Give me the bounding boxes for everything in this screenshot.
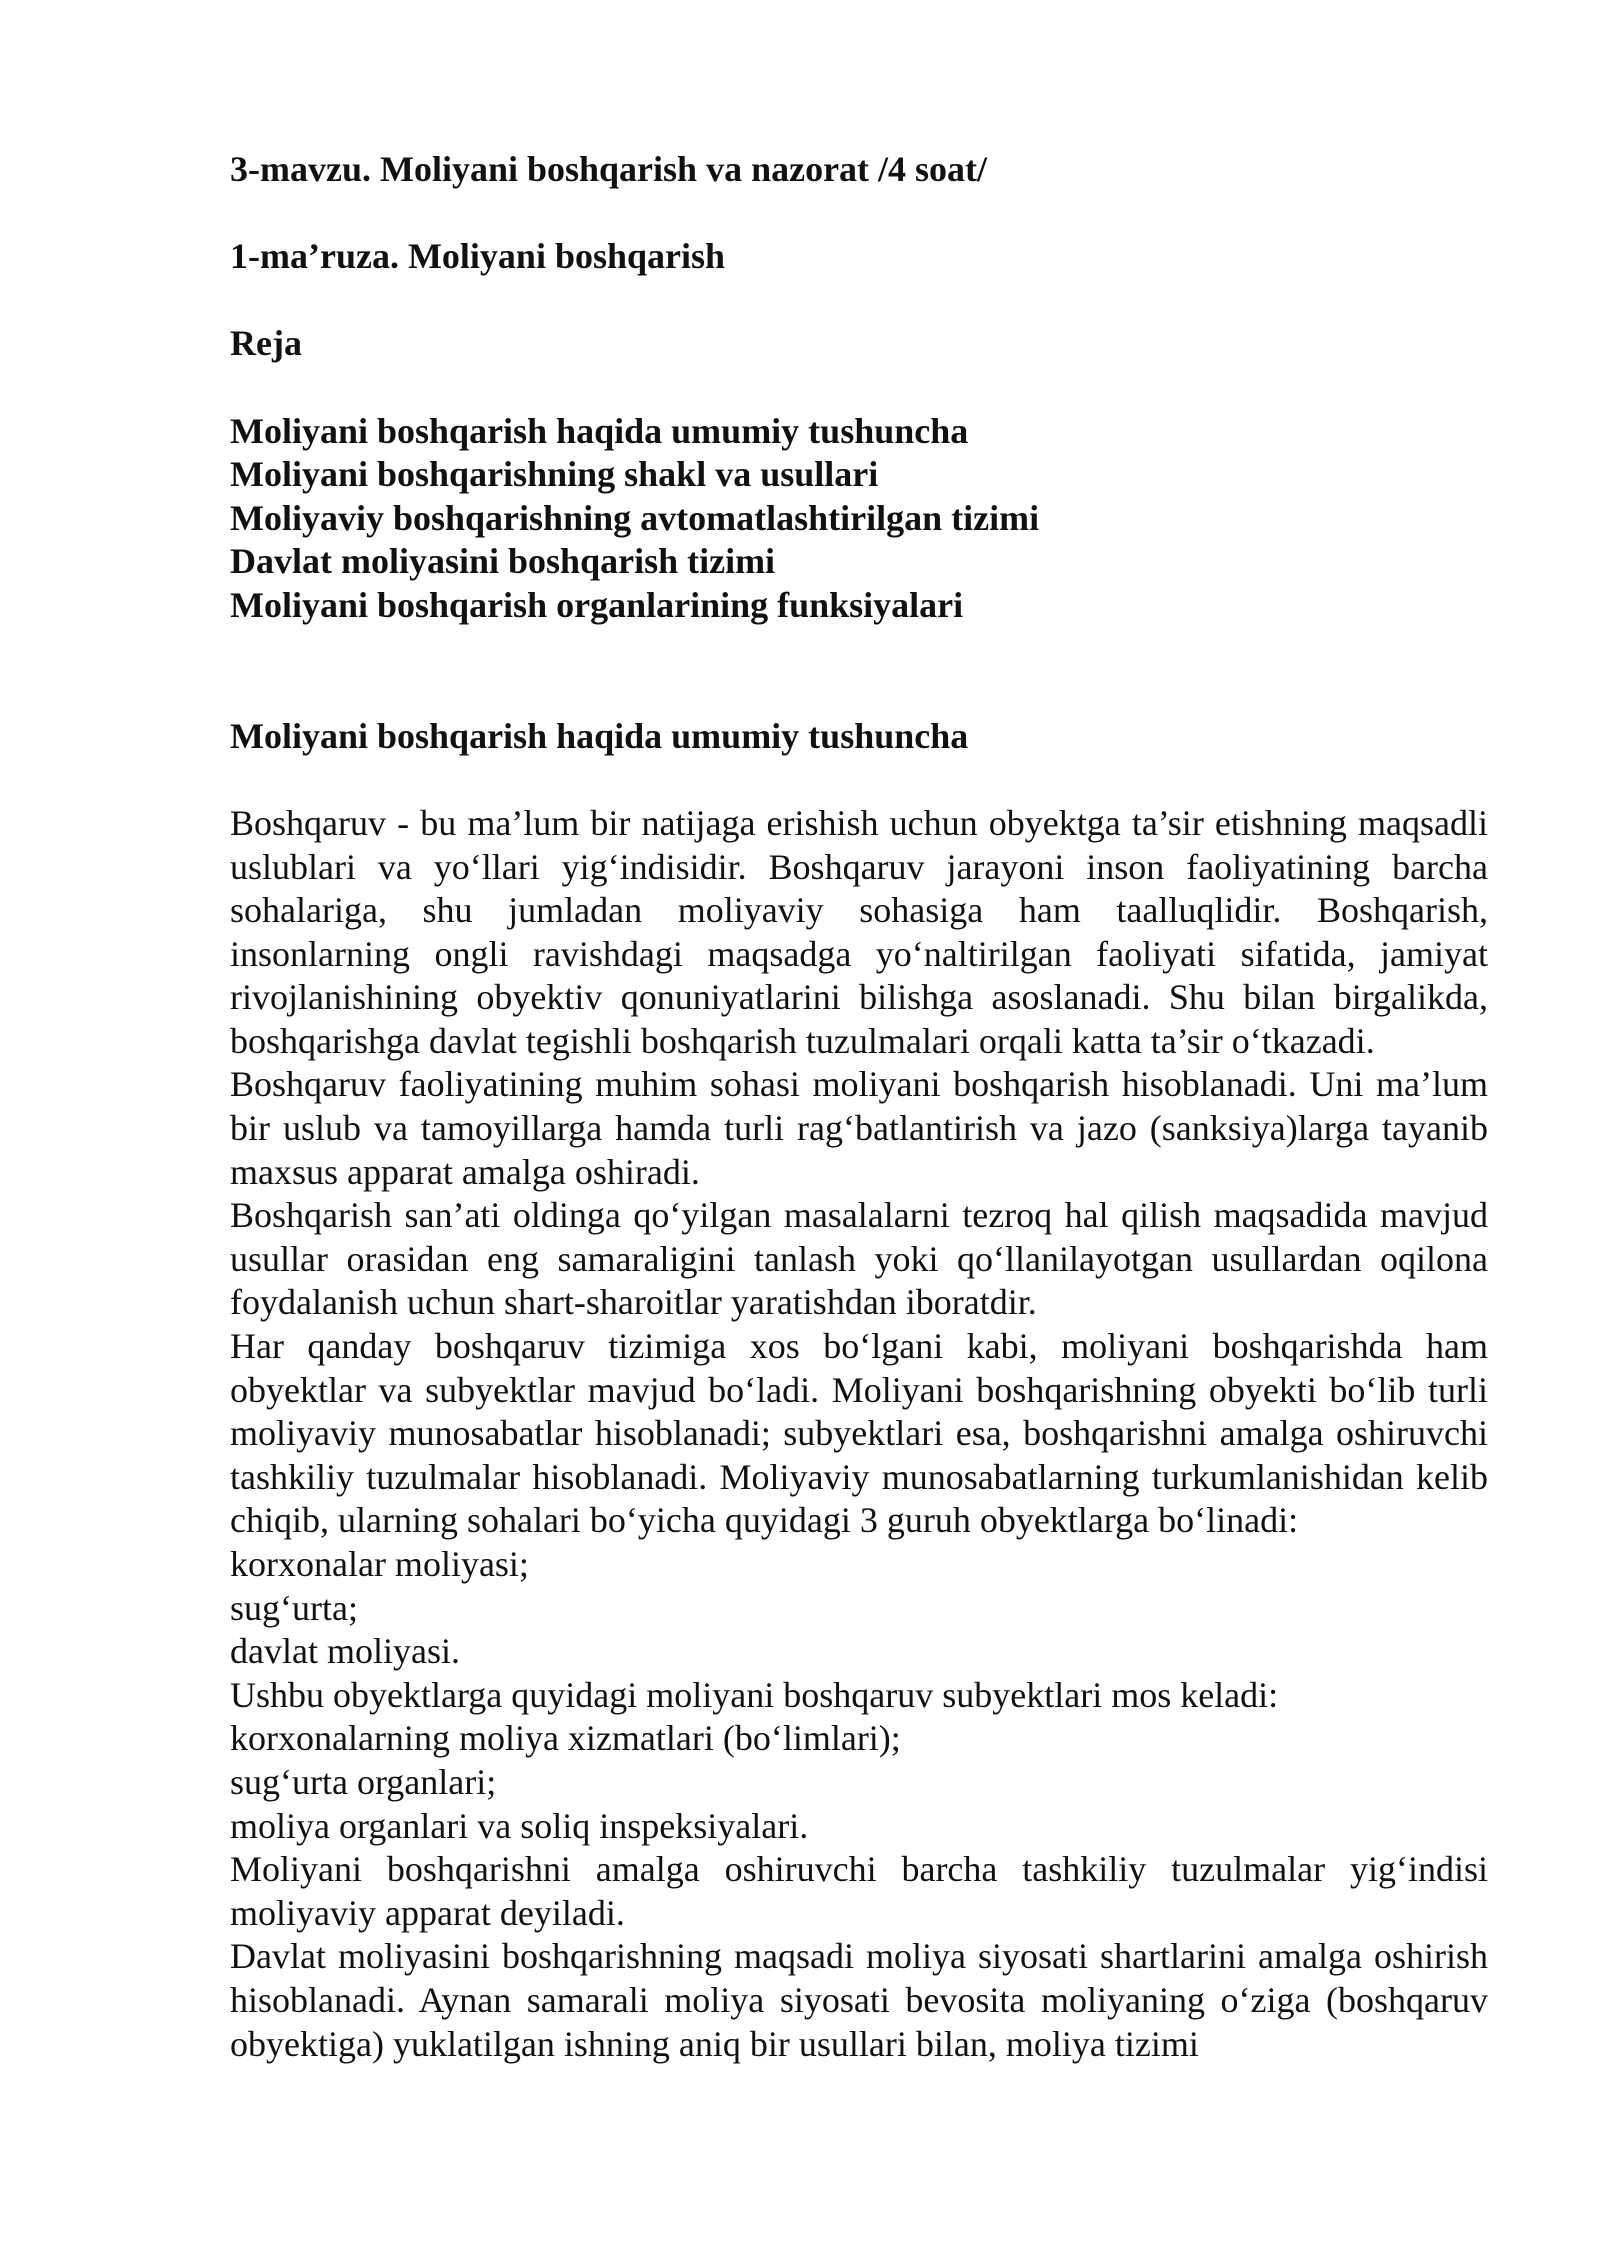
section-heading: Moliyani boshqarish haqida umumiy tushuncha xyxy=(230,715,969,756)
body-paragraph: Boshqaruv - bu ma’lum bir natijaga erishish uchun obyektga ta’sir etishning maqsadli uslublari va yo‘llari yig‘indisidir. Boshqaruv jarayoni inson faoliyatining barcha sohalariga, shu jumladan moliyaviy sohasiga ham taalluqlidir. Boshqarish, insonlarning ongli ravishdagi maqsadga yo‘naltirilgan faoliyati sifatida, jamiyat rivojlanishining obyektiv qonuniyatlarini bilishga asoslanadi. Shu bilan birgalikda, boshqarishga davlat tegishli boshqarish tuzulmalari orqali katta ta’sir o‘tkazadi. xyxy=(230,802,1488,1061)
plan-item: Moliyani boshqarish haqida umumiy tushuncha xyxy=(230,410,969,451)
plan-item: Davlat moliyasini boshqarish tizimi xyxy=(230,541,776,582)
topic-title: 3-mavzu. Moliyani boshqarish va nazorat /4 soat/ xyxy=(230,149,988,189)
body-paragraph: Moliyani boshqarishni amalga oshiruvchi barcha tashkiliy tuzulmalar yig‘indisi moliyaviy apparat deyiladi. xyxy=(230,1849,1488,1933)
lecture-title: 1-ma’ruza. Moliyani boshqarish xyxy=(230,236,726,277)
document-page xyxy=(230,148,1488,2066)
body-paragraph: Boshqarish san’ati oldinga qo‘yilgan masalalarni tezroq hal qilish maqsadida mavjud usullar orasidan eng samaraligini tanlash yoki qo‘llanilayotgan usullardan oqilona foydalanish uchun shart-sharoitlar yaratishdan iboratdir. xyxy=(230,1195,1488,1323)
object-list-item: sug‘urta; xyxy=(230,1587,358,1628)
plan-item: Moliyaviy boshqarishning avtomatlashtirilgan tizimi xyxy=(230,497,1040,538)
plan-list xyxy=(230,410,1488,628)
body-paragraph: Har qanday boshqaruv tizimiga xos bo‘lgani kabi, moliyani boshqarishda ham obyektlar va subyektlar mavjud bo‘ladi. Moliyani boshqarishning obyekti bo‘lib turli moliyaviy munosabatlar hisoblanadi; subyektlari esa, boshqarishni amalga oshiruvchi tashkiliy tuzulmalar hisoblanadi. Moliyaviy munosabatlarning turkumlanishidan kelib chiqib, ularning sohalari bo‘yicha quyidagi 3 guruh obyektlarga bo‘linadi: xyxy=(230,1326,1488,1541)
plan-item: Moliyani boshqarishning shakl va usullari xyxy=(230,454,879,495)
object-list-item: davlat moliyasi. xyxy=(230,1631,460,1672)
subject-list-item: korxonalarning moliya xizmatlari (bo‘limlari); xyxy=(230,1718,901,1759)
subject-intro: Ushbu obyektlarga quyidagi moliyani boshqaruv subyektlari mos keladi: xyxy=(230,1674,1279,1715)
body-paragraph: Boshqaruv faoliyatining muhim sohasi moliyani boshqarish hisoblanadi. Uni ma’lum bir uslub va tamoyillarga hamda turli rag‘batlantirish va jazo (sanksiya)larga tayanib maxsus apparat amalga oshiradi. xyxy=(230,1064,1488,1192)
subject-list-item: sug‘urta organlari; xyxy=(230,1761,497,1802)
subject-list-item: moliya organlari va soliq inspeksiyalari. xyxy=(230,1805,809,1846)
body-text xyxy=(230,802,1488,2066)
plan-label: Reja xyxy=(230,323,302,364)
plan-item: Moliyani boshqarish organlarining funksiyalari xyxy=(230,584,964,625)
object-list-item: korxonalar moliyasi; xyxy=(230,1544,529,1584)
body-paragraph: Davlat moliyasini boshqarishning maqsadi moliya siyosati shartlarini amalga oshirish hisoblanadi. Aynan samarali moliya siyosati bevosita moliyaning o‘ziga (boshqaruv obyektiga) yuklatilgan ishning aniq bir usullari bilan, moliya tizimi xyxy=(230,1936,1488,2064)
